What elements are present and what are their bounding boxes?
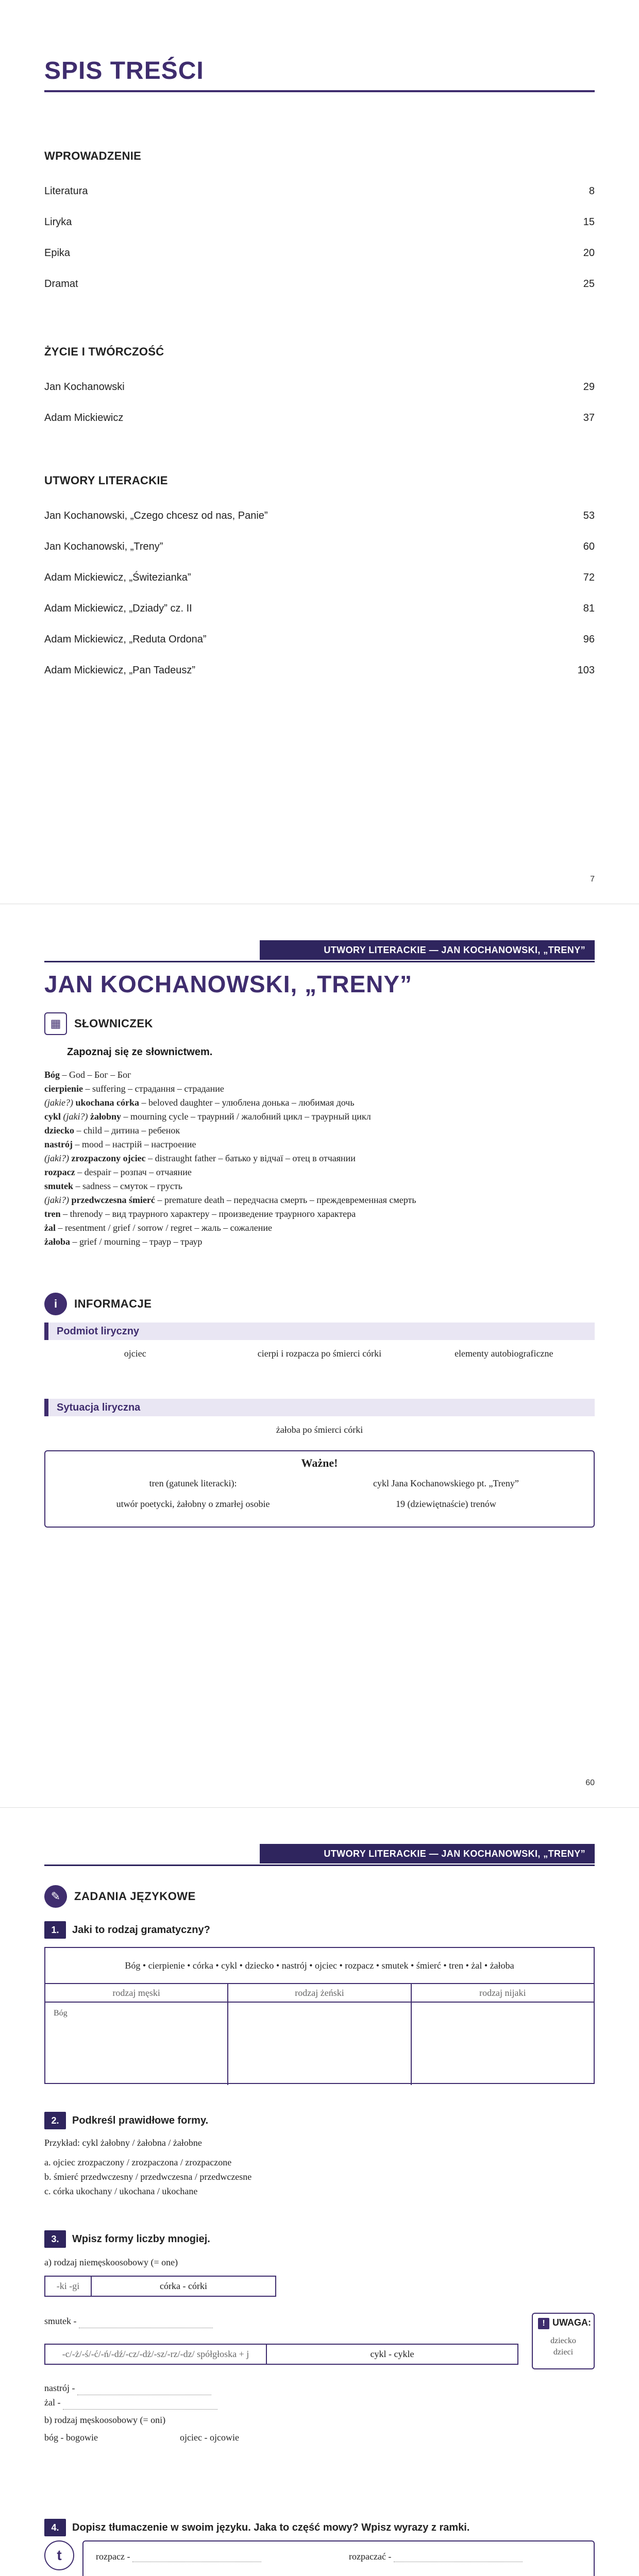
toc-page: 29 (583, 381, 595, 393)
section-slowniczek (44, 1012, 153, 1035)
section-label: INFORMACJE (74, 1297, 152, 1310)
vocab-line: (jakie?) ukochana córka – beloved daughter – улюблена донька – любимая дочь (44, 1097, 355, 1108)
toc-page: 25 (583, 278, 595, 290)
gender-col-neut: rodzaj nijaki (479, 1987, 526, 1998)
wazne-left-top: tren (gatunek literacki): (149, 1478, 237, 1488)
podmiot-cell-2: cierpi i rozpacza po śmierci córki (257, 1348, 382, 1359)
exercise-1-header (44, 1921, 210, 1939)
section-zadania (44, 1885, 196, 1908)
exercise-3-header (44, 2230, 210, 2248)
gender-example: Bóg (54, 2009, 68, 2018)
gender-cell-masc[interactable] (45, 2003, 228, 2085)
toc-label: Adam Mickiewicz, „Świtezianka” (44, 572, 191, 583)
toc-page: 15 (583, 216, 595, 228)
exercise-3-mini-table (44, 2276, 276, 2297)
toc-label: Adam Mickiewicz, „Dziady” cz. II (44, 603, 192, 614)
vocab-line: smutek – sadness – смуток – грусть (44, 1181, 182, 1191)
toc-item-utwor-5[interactable] (44, 634, 595, 646)
gender-col-fem: rodzaj żeński (228, 1984, 411, 2002)
exercise-3-lines-a (44, 2314, 508, 2328)
top-band: UTWORY LITERACKIE — JAN KOCHANOWSKI, „TRENY” (260, 1844, 595, 1863)
toc-label: Jan Kochanowski, „Czego chcesz od nas, Panie” (44, 510, 268, 521)
toc-item-kochanowski[interactable] (44, 381, 595, 393)
top-band-rule (44, 961, 595, 962)
exercise-3-more-lines (44, 2381, 508, 2445)
section-label: SŁOWNICZEK (74, 1017, 153, 1030)
info-icon: i (44, 1293, 67, 1315)
toc-section-utwory: UTWORY LITERACKIE (44, 474, 168, 487)
vocab-line: żal – resentment / grief / sorrow / regret – жаль – сожаление (44, 1223, 273, 1233)
exercise-3-a: a) rodzaj niemęskoosobowy (= one) (44, 2257, 178, 2267)
exercise-2-item-a[interactable]: a. ojciec zrozpaczony / zrozpaczona / zrozpaczone (44, 2157, 232, 2167)
translation-grid (96, 2551, 581, 2576)
top-band-rule (44, 1865, 595, 1866)
page-3 (0, 1807, 639, 2576)
exercise-instruction: Jaki to rodzaj gramatyczny? (72, 1924, 210, 1936)
exercise-2-item-b[interactable]: b. śmierć przedwczesny / przedwczesna / przedwczesne (44, 2172, 252, 2182)
exercise-instruction: Wpisz formy liczby mnogiej. (72, 2233, 210, 2245)
exercise-2-header (44, 2112, 208, 2129)
exercise-instruction: Podkreśl prawidłowe formy. (72, 2114, 209, 2126)
exercise-number: 2. (44, 2112, 66, 2129)
gender-header (45, 1984, 594, 2003)
toc-label: Literatura (44, 185, 88, 197)
gender-cell-fem[interactable] (228, 2003, 411, 2085)
page-2 (0, 904, 639, 1807)
toc-page: 53 (583, 510, 595, 521)
toc-label: Jan Kochanowski (44, 381, 125, 393)
toc-page: 20 (583, 247, 595, 259)
vocab-intro: Zapoznaj się ze słownictwem. (67, 1046, 213, 1058)
toc-title: SPIS TREŚCI (44, 57, 204, 84)
answer-line[interactable] (63, 2398, 217, 2410)
toc-page: 60 (583, 541, 595, 552)
wazne-box (44, 1450, 595, 1528)
gender-cell-neut[interactable] (412, 2003, 594, 2085)
exclamation-icon: ! (538, 2318, 549, 2329)
exercise-3-hdr-1: -ki -gi (45, 2276, 91, 2296)
wazne-row-top (45, 1478, 594, 1489)
exercise-number: 1. (44, 1921, 66, 1939)
podmiot-bar: Podmiot liryczny (44, 1323, 595, 1340)
page-number: 7 (590, 875, 595, 884)
page-1 (0, 0, 639, 904)
exercise-3-line-2[interactable]: nastrój - (44, 2381, 508, 2395)
podmiot-cell-1: ojciec (124, 1348, 146, 1359)
top-band: UTWORY LITERACKIE — JAN KOCHANOWSKI, „TRENY” (260, 940, 595, 960)
gender-col-masc: rodzaj męski (45, 1984, 228, 2002)
toc-label: Adam Mickiewicz, „Reduta Ordona” (44, 634, 207, 645)
exercise-3-b-line: bóg - bogowie ojciec - ojcowie (44, 2432, 239, 2443)
trans-right-1[interactable]: rozpaczać - (349, 2551, 581, 2562)
section-informacje (44, 1293, 152, 1315)
toc-item-mickiewicz[interactable] (44, 412, 595, 424)
vocab-line: cierpienie – suffering – страдання – страдание (44, 1083, 224, 1094)
answer-line[interactable] (77, 2384, 211, 2395)
wazne-row-bottom (45, 1499, 594, 1510)
podmiot-row (44, 1348, 595, 1359)
exercise-2-body (44, 2136, 595, 2198)
dictionary-icon: ▦ (44, 1012, 67, 1035)
vocab-line: nastrój – mood – настрій – настроение (44, 1139, 196, 1149)
toc-section-wprowadzenie: WPROWADZENIE (44, 149, 142, 162)
wazne-right-bottom: 19 (dziewiętnaście) trenów (395, 1499, 496, 1509)
toc-item-dramat[interactable] (44, 278, 595, 290)
wazne-right-top: cykl Jana Kochanowskiego pt. „Treny” (373, 1478, 519, 1488)
exercise-instruction: Dopisz tłumaczenie w swoim języku. Jaka to część mowy? Wpisz wyrazy z ramki. (72, 2521, 470, 2533)
note-text: dziecko dzieci (550, 2336, 576, 2357)
gender-words: Bóg • cierpienie • córka • cykl • dziecko • nastrój • ojciec • rozpacz • smutek • śmierć • tren • żal • żałoba (45, 1948, 594, 1984)
gender-body (45, 2003, 594, 2085)
wazne-left-bottom: utwór poetycki, żałobny o zmarłej osobie (116, 1499, 270, 1509)
answer-line[interactable] (394, 2551, 523, 2562)
sytuacja-text: żałoba po śmierci córki (276, 1425, 363, 1435)
toc-page: 103 (577, 665, 595, 676)
toc-item-utwor-4[interactable] (44, 603, 595, 615)
exercise-3-endings-table (44, 2344, 518, 2365)
vocab-line: tren – threnody – вид траурного характеру – произведение траурного характера (44, 1209, 356, 1219)
toc-page: 72 (583, 572, 595, 583)
exercise-4-header (44, 2519, 469, 2536)
vocab-line: (jaki?) zrozpaczony ojciec – distraught father – батько у відчаї – отец в отчаянии (44, 1153, 356, 1163)
exercise-number: 4. (44, 2519, 66, 2536)
note-box (532, 2313, 595, 2369)
podmiot-cell-3: elementy autobiograficzne (455, 1348, 553, 1359)
note-title: UWAGA: (552, 2317, 591, 2328)
toc-item-liryka[interactable] (44, 216, 595, 228)
toc-item-epika[interactable] (44, 247, 595, 259)
toc-label: Epika (44, 247, 71, 259)
toc-item-literatura[interactable] (44, 185, 595, 197)
endings-cell-1: -c/-ż/-ś/-ć/-ń/-dź/-cz/-dż/-sz/-rz/-dz/ spółgłoska + j (45, 2344, 266, 2364)
answer-line[interactable] (79, 2317, 213, 2328)
toc-item-utwor-3[interactable] (44, 572, 595, 584)
gender-table (44, 1947, 595, 2084)
trans-left-1[interactable]: rozpacz - (96, 2551, 328, 2562)
exercise-number: 3. (44, 2230, 66, 2248)
toc-section-zycie: ŻYCIE I TWÓRCZOŚĆ (44, 345, 164, 358)
exercise-2-item-c[interactable]: c. córka ukochany / ukochana / ukochane (44, 2186, 198, 2196)
answer-line[interactable] (132, 2551, 261, 2562)
toc-label: Liryka (44, 216, 72, 228)
vocab-line: dziecko – child – дитина – ребенок (44, 1125, 180, 1136)
toc-rule (44, 90, 595, 92)
exercise-3-line-3[interactable]: żal - (44, 2395, 508, 2410)
vocab-line: żałoba – grief / mourning – траур – траур (44, 1236, 203, 1247)
toc-label: Jan Kochanowski, „Treny” (44, 541, 163, 552)
wazne-title: Ważne! (301, 1456, 338, 1469)
toc-label: Adam Mickiewicz (44, 412, 124, 423)
toc-label: Dramat (44, 278, 78, 290)
toc-label: Adam Mickiewicz, „Pan Tadeusz” (44, 665, 196, 676)
toc-page: 96 (583, 634, 595, 645)
exercise-2-example: Przykład: cykl żałobny / żałobna / żałobne (44, 2138, 202, 2148)
toc-page: 81 (583, 603, 595, 614)
lesson-title: JAN KOCHANOWSKI, „TRENY” (44, 971, 413, 997)
translation-box (82, 2540, 595, 2576)
vocab-list (44, 1068, 595, 1249)
vocab-line: cykl (jaki?) żałobny – mourning cycle – траурний / жалобний цикл – траурный цикл (44, 1111, 371, 1122)
exercise-3-b: b) rodzaj męskoosobowy (= oni) (44, 2415, 166, 2425)
vocab-line: Bóg – God – Бог – Бог (44, 1070, 131, 1080)
sytuacja-bar: Sytuacja liryczna (44, 1399, 595, 1416)
exercise-3-line-1[interactable]: smutek - (44, 2314, 508, 2328)
toc-item-utwor-6[interactable] (44, 665, 595, 676)
toc-page: 8 (588, 185, 595, 197)
section-label: ZADANIA JĘZYKOWE (74, 1890, 196, 1903)
toc-item-utwor-2[interactable] (44, 541, 595, 553)
exercise-icon: ✎ (44, 1885, 67, 1908)
vocab-line: rozpacz – despair – розпач – отчаяние (44, 1167, 192, 1177)
translate-icon: t (44, 2540, 74, 2570)
endings-cell-2: cykl - cykle (266, 2344, 518, 2364)
exercise-3-hdr-2: córka - córki (91, 2276, 276, 2296)
vocab-line: (jaki?) przedwczesna śmierć – premature death – передчасна смерть – преждевременная смерть (44, 1195, 416, 1205)
page-number: 60 (585, 1778, 595, 1787)
toc-page: 37 (583, 412, 595, 423)
toc-item-utwor-1[interactable] (44, 510, 595, 522)
